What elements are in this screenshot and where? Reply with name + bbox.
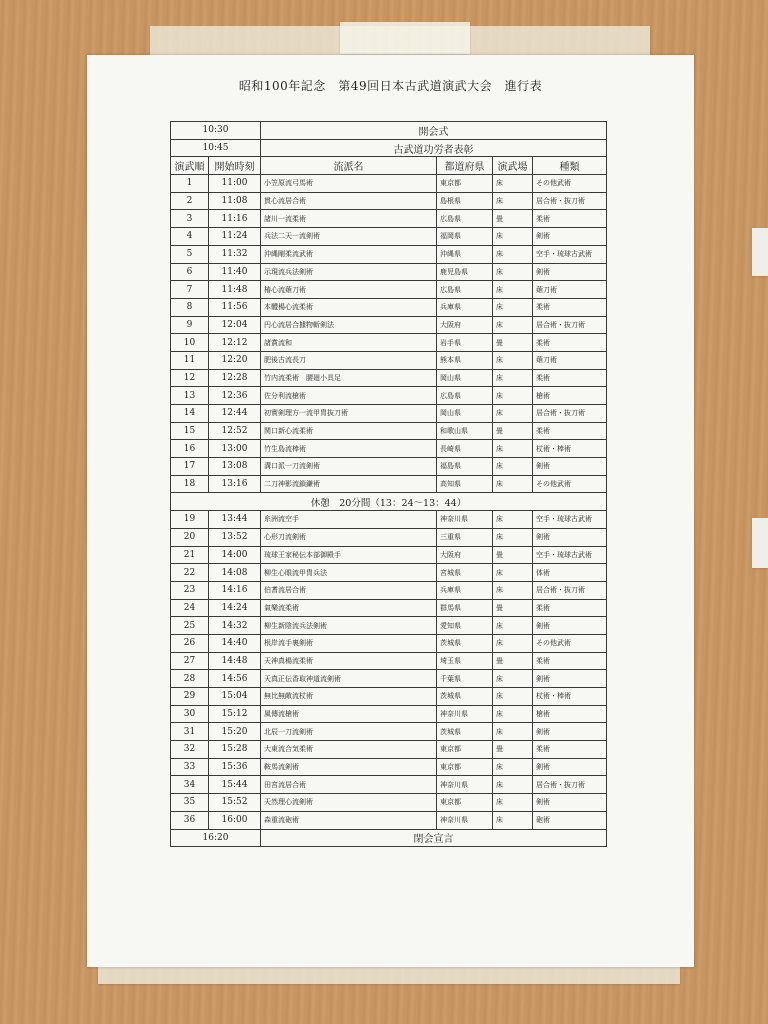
martial-art-type: 柔術	[533, 298, 607, 316]
start-time: 13:08	[209, 458, 261, 476]
start-time: 11:00	[209, 175, 261, 193]
schedule-row	[171, 387, 607, 405]
venue-floor: 床	[493, 458, 533, 476]
start-time: 13:44	[209, 511, 261, 529]
start-time: 14:32	[209, 617, 261, 635]
right-paper-fragment-2	[752, 518, 768, 568]
prefecture: 神奈川県	[437, 705, 493, 723]
prefecture: 広島県	[437, 210, 493, 228]
order-number: 14	[171, 405, 209, 423]
martial-art-type: 柔術	[533, 422, 607, 440]
venue-floor: 床	[493, 670, 533, 688]
start-time: 12:28	[209, 369, 261, 387]
martial-art-type: その他武術	[533, 175, 607, 193]
schedule-row	[171, 564, 607, 582]
venue-floor: 床	[493, 192, 533, 210]
prefecture: 東京都	[437, 794, 493, 812]
venue-floor: 床	[493, 263, 533, 281]
prefecture: 島根県	[437, 192, 493, 210]
venue-floor: 床	[493, 758, 533, 776]
school-name: 伯耆流居合術	[261, 581, 437, 599]
document-title: 昭和100年記念 第49回日本古武道演武大会 進行表	[238, 79, 543, 93]
martial-art-type: 剣術	[533, 228, 607, 246]
order-number: 34	[171, 776, 209, 794]
order-number: 15	[171, 422, 209, 440]
venue-floor: 床	[493, 776, 533, 794]
order-number: 25	[171, 617, 209, 635]
start-time: 14:56	[209, 670, 261, 688]
venue-floor: 床	[493, 688, 533, 706]
prefecture: 大阪府	[437, 546, 493, 564]
order-number: 36	[171, 811, 209, 829]
martial-art-type: 柔術	[533, 652, 607, 670]
prefecture: 群馬県	[437, 599, 493, 617]
martial-art-type: 剣術	[533, 670, 607, 688]
martial-art-type: 薙刀術	[533, 281, 607, 299]
order-number: 8	[171, 298, 209, 316]
order-number: 9	[171, 316, 209, 334]
prefecture: 千葉県	[437, 670, 493, 688]
start-time: 13:16	[209, 475, 261, 493]
school-name: 田宮流居合術	[261, 776, 437, 794]
martial-art-type: 薙刀術	[533, 351, 607, 369]
venue-floor: 床	[493, 245, 533, 263]
closing-row	[171, 829, 607, 847]
start-time: 15:04	[209, 688, 261, 706]
venue-floor: 床	[493, 705, 533, 723]
school-name: 天真正伝香取神道流剣術	[261, 670, 437, 688]
venue-floor: 床	[493, 175, 533, 193]
start-time: 11:48	[209, 281, 261, 299]
start-time: 14:24	[209, 599, 261, 617]
commendation-time: 10:45	[171, 139, 261, 157]
order-number: 7	[171, 281, 209, 299]
prefecture: 東京都	[437, 741, 493, 759]
venue-floor: 畳	[493, 334, 533, 352]
martial-art-type: 居合術・抜刀術	[533, 776, 607, 794]
prefecture: 茨城県	[437, 634, 493, 652]
martial-art-type: 杖術・棒術	[533, 688, 607, 706]
school-name: 二刀神影流鎖鎌術	[261, 475, 437, 493]
order-number: 5	[171, 245, 209, 263]
start-time: 14:16	[209, 581, 261, 599]
order-number: 6	[171, 263, 209, 281]
start-time: 15:20	[209, 723, 261, 741]
prefecture: 岩手県	[437, 334, 493, 352]
schedule-row	[171, 422, 607, 440]
martial-art-type: 柔術	[533, 210, 607, 228]
prefecture: 岡山県	[437, 405, 493, 423]
top-tape-center	[340, 22, 470, 54]
order-number: 23	[171, 581, 209, 599]
venue-floor: 畳	[493, 599, 533, 617]
schedule-row	[171, 670, 607, 688]
venue-floor: 床	[493, 723, 533, 741]
closing-time: 16:20	[171, 829, 261, 847]
school-name: 小笠原流弓馬術	[261, 175, 437, 193]
schedule-row	[171, 210, 607, 228]
schedule-row	[171, 741, 607, 759]
prefecture: 和歌山県	[437, 422, 493, 440]
schedule-row	[171, 334, 607, 352]
school-name: 琉球王家秘伝本部御殿手	[261, 546, 437, 564]
prefecture: 兵庫県	[437, 298, 493, 316]
school-name: 糸洲流空手	[261, 511, 437, 529]
martial-art-type: 剣術	[533, 758, 607, 776]
start-time: 13:52	[209, 528, 261, 546]
start-time: 12:52	[209, 422, 261, 440]
martial-art-type: その他武術	[533, 475, 607, 493]
school-name: 天然理心流剣術	[261, 794, 437, 812]
order-number: 17	[171, 458, 209, 476]
martial-art-type: 空手・琉球古武術	[533, 546, 607, 564]
prefecture: 岡山県	[437, 369, 493, 387]
martial-art-type: 空手・琉球古武術	[533, 511, 607, 529]
order-number: 1	[171, 175, 209, 193]
martial-art-type: 剣術	[533, 263, 607, 281]
prefecture: 大阪府	[437, 316, 493, 334]
start-time: 15:52	[209, 794, 261, 812]
prefecture: 熊本県	[437, 351, 493, 369]
start-time: 15:28	[209, 741, 261, 759]
order-number: 28	[171, 670, 209, 688]
school-name: 根岸流手裏剣術	[261, 634, 437, 652]
header-prefecture: 都道府県	[437, 157, 493, 175]
venue-floor: 床	[493, 281, 533, 299]
order-number: 22	[171, 564, 209, 582]
prefecture: 高知県	[437, 475, 493, 493]
closing-label: 閉会宣言	[261, 829, 607, 847]
order-number: 30	[171, 705, 209, 723]
martial-art-type: 柔術	[533, 369, 607, 387]
start-time: 14:00	[209, 546, 261, 564]
venue-floor: 畳	[493, 741, 533, 759]
martial-art-type: 槍術	[533, 387, 607, 405]
prefecture: 神奈川県	[437, 511, 493, 529]
schedule-row	[171, 688, 607, 706]
opening-label: 開会式	[261, 122, 607, 140]
start-time: 14:40	[209, 634, 261, 652]
order-number: 33	[171, 758, 209, 776]
schedule-row	[171, 263, 607, 281]
header-type: 種類	[533, 157, 607, 175]
prefecture: 福岡県	[437, 228, 493, 246]
start-time: 14:08	[209, 564, 261, 582]
school-name: 沖縄剛柔流武術	[261, 245, 437, 263]
schedule-row	[171, 440, 607, 458]
martial-art-type: 剣術	[533, 723, 607, 741]
schedule-row	[171, 758, 607, 776]
school-name: 佐分利流槍術	[261, 387, 437, 405]
order-number: 18	[171, 475, 209, 493]
order-number: 13	[171, 387, 209, 405]
start-time: 15:44	[209, 776, 261, 794]
right-paper-fragment	[752, 228, 768, 276]
school-name: 柳生新陰流兵法剣術	[261, 617, 437, 635]
prefecture: 埼玉県	[437, 652, 493, 670]
school-name: 円心流居合據物斬剣法	[261, 316, 437, 334]
venue-floor: 畳	[493, 210, 533, 228]
venue-floor: 床	[493, 617, 533, 635]
martial-art-type: 体術	[533, 564, 607, 582]
school-name: 心形刀流剣術	[261, 528, 437, 546]
martial-art-type: 居合術・抜刀術	[533, 581, 607, 599]
venue-floor: 床	[493, 811, 533, 829]
start-time: 11:32	[209, 245, 261, 263]
venue-floor: 床	[493, 634, 533, 652]
school-name: 貫心流居合術	[261, 192, 437, 210]
school-name: 竹内流柔術 腰廻小具足	[261, 369, 437, 387]
order-number: 21	[171, 546, 209, 564]
martial-art-type: 剣術	[533, 528, 607, 546]
venue-floor: 床	[493, 511, 533, 529]
venue-floor: 床	[493, 581, 533, 599]
venue-floor: 床	[493, 440, 533, 458]
school-name: 諸川一流柔術	[261, 210, 437, 228]
venue-floor: 床	[493, 564, 533, 582]
break-label: 休憩 20分間（13：24〜13：44）	[171, 493, 607, 511]
martial-art-type: 杖術・棒術	[533, 440, 607, 458]
schedule-row	[171, 369, 607, 387]
schedule-row	[171, 528, 607, 546]
commendation-row	[171, 139, 607, 157]
schedule-row	[171, 811, 607, 829]
schedule-row	[171, 245, 607, 263]
school-name: 鞍馬流剣術	[261, 758, 437, 776]
martial-art-type: 柔術	[533, 334, 607, 352]
school-name: 北辰一刀流剣術	[261, 723, 437, 741]
school-name: 風傳流槍術	[261, 705, 437, 723]
school-name: 諸賞流和	[261, 334, 437, 352]
start-time: 13:00	[209, 440, 261, 458]
schedule-row	[171, 175, 607, 193]
school-name: 無比無敵流杖術	[261, 688, 437, 706]
school-name: 氣樂流柔術	[261, 599, 437, 617]
schedule-table	[170, 121, 607, 847]
schedule-row	[171, 228, 607, 246]
schedule-row	[171, 316, 607, 334]
martial-art-type: 居合術・抜刀術	[533, 316, 607, 334]
start-time: 12:12	[209, 334, 261, 352]
order-number: 19	[171, 511, 209, 529]
schedule-row	[171, 546, 607, 564]
martial-art-type: 剣術	[533, 617, 607, 635]
schedule-row	[171, 776, 607, 794]
start-time: 12:20	[209, 351, 261, 369]
schedule-row	[171, 458, 607, 476]
prefecture: 三重県	[437, 528, 493, 546]
martial-art-type: 砲術	[533, 811, 607, 829]
schedule-row	[171, 298, 607, 316]
schedule-row	[171, 723, 607, 741]
school-name: 肥後古流長刀	[261, 351, 437, 369]
start-time: 16:00	[209, 811, 261, 829]
header-school: 流派名	[261, 157, 437, 175]
order-number: 29	[171, 688, 209, 706]
prefecture: 東京都	[437, 758, 493, 776]
order-number: 20	[171, 528, 209, 546]
schedule-row	[171, 511, 607, 529]
schedule-sheet	[87, 55, 694, 967]
schedule-row	[171, 351, 607, 369]
schedule-row	[171, 192, 607, 210]
schedule-row	[171, 475, 607, 493]
schedule-row	[171, 652, 607, 670]
schedule-row	[171, 405, 607, 423]
order-number: 4	[171, 228, 209, 246]
prefecture: 広島県	[437, 387, 493, 405]
order-number: 27	[171, 652, 209, 670]
prefecture: 神奈川県	[437, 776, 493, 794]
school-name: 大東流合気柔術	[261, 741, 437, 759]
start-time: 11:16	[209, 210, 261, 228]
break-row	[171, 493, 607, 511]
header-start-time: 開始時刻	[209, 157, 261, 175]
order-number: 3	[171, 210, 209, 228]
prefecture: 愛知県	[437, 617, 493, 635]
prefecture: 長崎県	[437, 440, 493, 458]
school-name: 溝口派一刀流剣術	[261, 458, 437, 476]
venue-floor: 畳	[493, 546, 533, 564]
venue-floor: 床	[493, 351, 533, 369]
martial-art-type: 居合術・抜刀術	[533, 405, 607, 423]
header-row	[171, 157, 607, 175]
martial-art-type: 柔術	[533, 599, 607, 617]
school-name: 竹生島流棒術	[261, 440, 437, 458]
order-number: 26	[171, 634, 209, 652]
prefecture: 宮城県	[437, 564, 493, 582]
order-number: 35	[171, 794, 209, 812]
schedule-row	[171, 581, 607, 599]
martial-art-type: 槍術	[533, 705, 607, 723]
venue-floor: 床	[493, 369, 533, 387]
martial-art-type: 空手・琉球古武術	[533, 245, 607, 263]
martial-art-type: 剣術	[533, 458, 607, 476]
start-time: 14:48	[209, 652, 261, 670]
schedule-row	[171, 705, 607, 723]
prefecture: 沖縄県	[437, 245, 493, 263]
prefecture: 鹿児島県	[437, 263, 493, 281]
start-time: 11:56	[209, 298, 261, 316]
school-name: 椿心流薙刀術	[261, 281, 437, 299]
prefecture: 福島県	[437, 458, 493, 476]
school-name: 本體楊心流柔術	[261, 298, 437, 316]
venue-floor: 床	[493, 316, 533, 334]
opening-row	[171, 122, 607, 140]
prefecture: 東京都	[437, 175, 493, 193]
start-time: 15:36	[209, 758, 261, 776]
schedule-row	[171, 634, 607, 652]
order-number: 32	[171, 741, 209, 759]
school-name: 柳生心眼流甲冑兵法	[261, 564, 437, 582]
venue-floor: 床	[493, 228, 533, 246]
school-name: 兵法二天一流剣術	[261, 228, 437, 246]
school-name: 森重流砲術	[261, 811, 437, 829]
start-time: 15:12	[209, 705, 261, 723]
header-venue: 演武場	[493, 157, 533, 175]
order-number: 16	[171, 440, 209, 458]
schedule-row	[171, 281, 607, 299]
order-number: 12	[171, 369, 209, 387]
start-time: 11:08	[209, 192, 261, 210]
header-order: 演武順	[171, 157, 209, 175]
prefecture: 神奈川県	[437, 811, 493, 829]
venue-floor: 床	[493, 475, 533, 493]
prefecture: 兵庫県	[437, 581, 493, 599]
schedule-row	[171, 617, 607, 635]
order-number: 10	[171, 334, 209, 352]
venue-floor: 床	[493, 387, 533, 405]
martial-art-type: 居合術・抜刀術	[533, 192, 607, 210]
prefecture: 茨城県	[437, 688, 493, 706]
commendation-label: 古武道功労者表彰	[261, 139, 607, 157]
school-name: 関口新心流柔術	[261, 422, 437, 440]
start-time: 12:36	[209, 387, 261, 405]
martial-art-type: その他武術	[533, 634, 607, 652]
venue-floor: 床	[493, 405, 533, 423]
martial-art-type: 柔術	[533, 741, 607, 759]
start-time: 11:40	[209, 263, 261, 281]
school-name: 示現流兵法剣術	[261, 263, 437, 281]
order-number: 11	[171, 351, 209, 369]
school-name: 天神真楊流柔術	[261, 652, 437, 670]
martial-art-type: 剣術	[533, 794, 607, 812]
venue-floor: 畳	[493, 422, 533, 440]
venue-floor: 畳	[493, 652, 533, 670]
start-time: 11:24	[209, 228, 261, 246]
prefecture: 茨城県	[437, 723, 493, 741]
order-number: 2	[171, 192, 209, 210]
prefecture: 広島県	[437, 281, 493, 299]
schedule-row	[171, 599, 607, 617]
order-number: 31	[171, 723, 209, 741]
start-time: 12:04	[209, 316, 261, 334]
opening-time: 10:30	[171, 122, 261, 140]
start-time: 12:44	[209, 405, 261, 423]
school-name: 初實剣理方一流甲冑抜刀術	[261, 405, 437, 423]
schedule-row	[171, 794, 607, 812]
venue-floor: 床	[493, 794, 533, 812]
venue-floor: 床	[493, 298, 533, 316]
venue-floor: 床	[493, 528, 533, 546]
order-number: 24	[171, 599, 209, 617]
